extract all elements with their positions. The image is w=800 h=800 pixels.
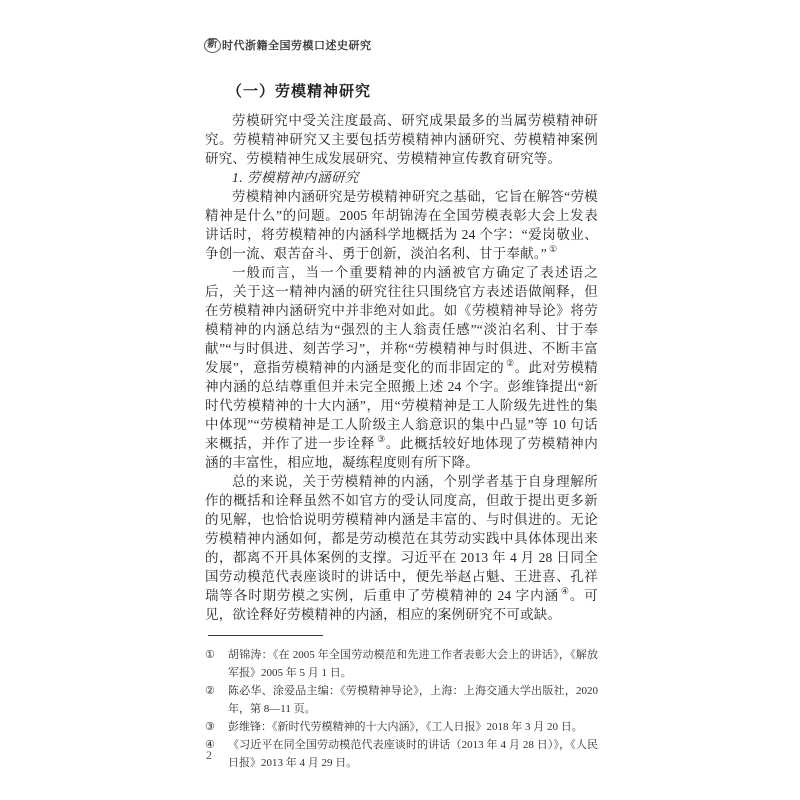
- footnote-ref-4: ④: [560, 585, 570, 596]
- header-ellipse-badge: 新: [204, 38, 221, 53]
- footnote-ref-1: ①: [548, 243, 558, 254]
- paragraph-4-text-b: 。可见，欲诠释好劳模精神的内涵，相应的案例研究不可或缺。: [205, 588, 598, 622]
- footnote-3-text: 彭维锋：《新时代劳模精神的十大内涵》，《工人日报》2018 年 3 月 20 日。: [228, 721, 583, 733]
- paragraph-1: [205, 111, 598, 168]
- running-head: [204, 37, 372, 53]
- section-heading: （一）劳模精神研究: [227, 83, 372, 100]
- footnote-1-marker: ①: [205, 649, 215, 661]
- paragraph-3-text-c: 。此概括较好地体现了劳模精神内涵的丰富性，相应地，凝练程度则有所下降。: [205, 436, 599, 470]
- paragraph-4: [205, 472, 598, 624]
- paragraph-3-text-a: 一般而言，当一个重要精神的内涵被官方确定了表述语之后，关于这一精神内涵的研究往往只围绕官方表述语做阐释，但在劳模精神内涵研究中并非绝对如此。如《劳模精神导论》将劳模精神的内涵总结为“强烈的主人翁责任感”“淡泊名利、甘于奉献”“与时俱进、刻苦学习”，并称“劳模精神与时俱进、不断丰富发展”，意指劳模精神的内涵是变化的而非固定的: [205, 265, 598, 375]
- footnote-ref-3: ③: [377, 433, 386, 444]
- page-number: 2: [206, 748, 212, 762]
- footnote-1-text: 胡锦涛：《在 2005 年全国劳动模范和先进工作者表彰大会上的讲话》，《解放军报》2005 年 5 月 1 日。: [228, 649, 598, 679]
- footnote-2-marker: ②: [205, 685, 215, 697]
- footnote-3-marker: ③: [205, 721, 215, 733]
- running-head-title: 时代浙籍全国劳模口述史研究: [222, 40, 372, 52]
- footnote-3: [205, 718, 598, 736]
- paragraph-3: [205, 263, 598, 472]
- paragraph-2-text: 劳模精神内涵研究是劳模精神研究之基础，它旨在解答“劳模精神是什么”的问题。2005 年胡锦涛在全国劳模表彰大会上发表讲话时，将劳模精神的内涵科学地概括为 24 个字：“爱岗敬业、争创一流、艰苦奋斗、勇于创新，淡泊名利、甘于奉献。”: [205, 189, 598, 261]
- page-content: [205, 80, 598, 772]
- paragraph-4-text-a: 总的来说，关于劳模精神的内涵，个别学者基于自身理解所作的概括和诠释虽然不如官方的受认同度高，但敢于提出更多新的见解，也恰恰说明劳模精神内涵是丰富的、与时俱进的。无论劳模精神内涵如何，都是劳动模范在其劳动实践中具体体现出来的，都离不开具体案例的支撑。习近平在 2013 年 4 月 28 日同全国劳动模范代表座谈时的讲话中，便先举赵占魁、王进喜、孔祥瑞等各时期劳模之实例，后重申了劳模精神的 24 字内涵: [205, 474, 598, 603]
- subsection-heading: 1. 劳模精神内涵研究: [232, 170, 359, 185]
- footnote-2-text: 陈必华、涂爱品主编：《劳模精神导论》，上海：上海交通大学出版社，2020 年，第 8—11 页。: [228, 685, 598, 715]
- paragraph-2: [205, 187, 598, 263]
- footnote-4: [205, 736, 598, 772]
- paragraph-3-text-b: 。此对劳模精神内涵的总结尊重但并未完全照搬上述 24 个字。彭维锋提出“新时代劳模精神的十大内涵”，用“劳模精神是工人阶级先进性的集中体现”“劳模精神是工人阶级主人翁意识的集中凸显”等 10 句话来概括，并作了进一步诠释: [205, 360, 598, 451]
- footnote-4-marker: ④: [205, 739, 215, 751]
- footnote-2: [205, 682, 598, 718]
- footnote-4-text: 《习近平在同全国劳动模范代表座谈时的讲话（2013 年 4 月 28 日）》，《人民日报》2013 年 4 月 29 日。: [228, 739, 598, 769]
- footnote-separator: [208, 635, 323, 636]
- footnote-ref-2: ②: [506, 357, 515, 368]
- paragraph-1-text: 劳模研究中受关注度最高、研究成果最多的当属劳模精神研究。劳模精神研究又主要包括劳模精神内涵研究、劳模精神案例研究、劳模精神生成发展研究、劳模精神宣传教育研究等。: [205, 113, 598, 166]
- footnotes: [205, 646, 598, 772]
- footnote-1: [205, 646, 598, 682]
